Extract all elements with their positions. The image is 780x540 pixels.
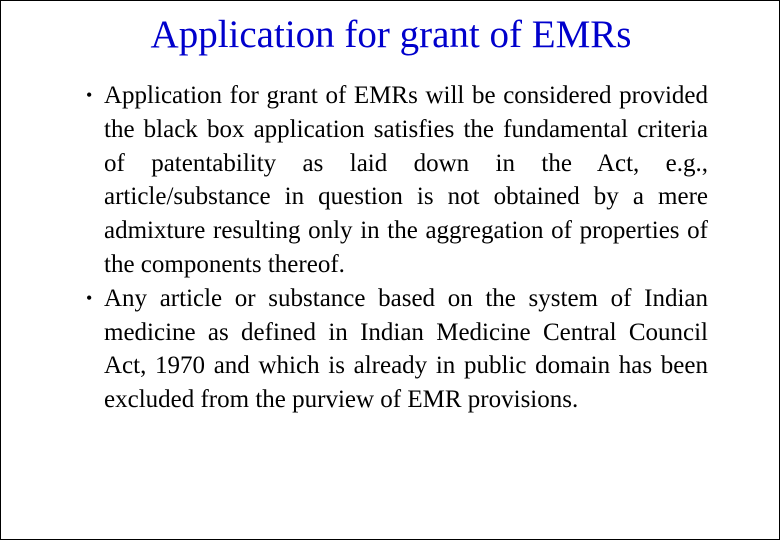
bullet-text: Any article or substance based on the system of Indian medicine as defined in Indian Medicine Central Council Act, 1970 and which is already in public domain has been excluded from the purview of EMR provisions. — [104, 284, 708, 414]
bullet-item-indian-medicine — [84, 282, 708, 417]
bullet-text: Application for grant of EMRs will be considered provided the black box application satisfies the fundamental criteria of patentability as laid down in the Act, e.g., article/substance in question is not obtained by a mere admixture resulting only in the aggregation of properties of the components thereof. — [104, 82, 708, 278]
bullet-icon: • — [86, 287, 93, 308]
bullet-list — [84, 79, 708, 417]
bullet-item-emr-criteria — [84, 79, 708, 282]
bullet-icon: • — [86, 85, 93, 105]
slide-title: Application for grant of EMRs — [150, 13, 632, 56]
